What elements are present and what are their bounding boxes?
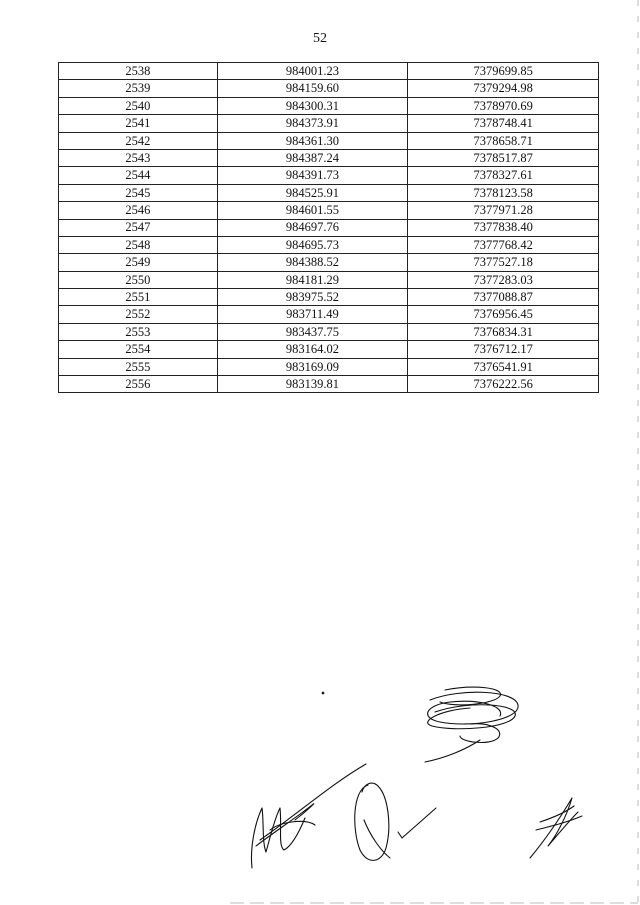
y-coordinate-cell: 7376222.56 bbox=[408, 376, 599, 393]
table-row bbox=[59, 132, 599, 149]
y-coordinate-cell: 7376834.31 bbox=[408, 323, 599, 340]
y-coordinate-cell: 7377527.18 bbox=[408, 254, 599, 271]
signature-top-right bbox=[322, 687, 518, 762]
point-number-cell: 2549 bbox=[59, 254, 218, 271]
x-coordinate-cell: 984695.73 bbox=[217, 236, 408, 253]
table-row bbox=[59, 289, 599, 306]
y-coordinate-cell: 7377971.28 bbox=[408, 202, 599, 219]
table-row bbox=[59, 80, 599, 97]
table-row bbox=[59, 149, 599, 166]
point-number-cell: 2544 bbox=[59, 167, 218, 184]
point-number-cell: 2540 bbox=[59, 97, 218, 114]
signature-right bbox=[530, 798, 582, 858]
x-coordinate-cell: 984159.60 bbox=[217, 80, 408, 97]
y-coordinate-cell: 7378123.58 bbox=[408, 184, 599, 201]
point-number-cell: 2550 bbox=[59, 271, 218, 288]
table-body bbox=[59, 63, 599, 393]
x-coordinate-cell: 984388.52 bbox=[217, 254, 408, 271]
point-number-cell: 2542 bbox=[59, 132, 218, 149]
table-row bbox=[59, 236, 599, 253]
point-number-cell: 2538 bbox=[59, 63, 218, 80]
y-coordinate-cell: 7377768.42 bbox=[408, 236, 599, 253]
table-row bbox=[59, 63, 599, 80]
y-coordinate-cell: 7378970.69 bbox=[408, 97, 599, 114]
y-coordinate-cell: 7379699.85 bbox=[408, 63, 599, 80]
signature-middle bbox=[355, 783, 436, 860]
point-number-cell: 2539 bbox=[59, 80, 218, 97]
x-coordinate-cell: 984525.91 bbox=[217, 184, 408, 201]
y-coordinate-cell: 7378658.71 bbox=[408, 132, 599, 149]
point-number-cell: 2548 bbox=[59, 236, 218, 253]
x-coordinate-cell: 984001.23 bbox=[217, 63, 408, 80]
table-row bbox=[59, 271, 599, 288]
table-row bbox=[59, 202, 599, 219]
table-row bbox=[59, 341, 599, 358]
point-number-cell: 2554 bbox=[59, 341, 218, 358]
x-coordinate-cell: 984361.30 bbox=[217, 132, 408, 149]
y-coordinate-cell: 7376541.91 bbox=[408, 358, 599, 375]
x-coordinate-cell: 984697.76 bbox=[217, 219, 408, 236]
x-coordinate-cell: 984391.73 bbox=[217, 167, 408, 184]
y-coordinate-cell: 7376956.45 bbox=[408, 306, 599, 323]
x-coordinate-cell: 984601.55 bbox=[217, 202, 408, 219]
x-coordinate-cell: 984181.29 bbox=[217, 271, 408, 288]
y-coordinate-cell: 7379294.98 bbox=[408, 80, 599, 97]
table-row bbox=[59, 184, 599, 201]
x-coordinate-cell: 983437.75 bbox=[217, 323, 408, 340]
table-row bbox=[59, 97, 599, 114]
table-row bbox=[59, 115, 599, 132]
x-coordinate-cell: 983975.52 bbox=[217, 289, 408, 306]
y-coordinate-cell: 7378517.87 bbox=[408, 149, 599, 166]
coordinates-table bbox=[58, 62, 599, 393]
point-number-cell: 2541 bbox=[59, 115, 218, 132]
y-coordinate-cell: 7377838.40 bbox=[408, 219, 599, 236]
x-coordinate-cell: 983139.81 bbox=[217, 376, 408, 393]
table-row bbox=[59, 167, 599, 184]
page-number: 52 bbox=[313, 31, 327, 46]
point-number-cell: 2556 bbox=[59, 376, 218, 393]
point-number-cell: 2545 bbox=[59, 184, 218, 201]
point-number-cell: 2543 bbox=[59, 149, 218, 166]
y-coordinate-cell: 7378748.41 bbox=[408, 115, 599, 132]
x-coordinate-cell: 984373.91 bbox=[217, 115, 408, 132]
x-coordinate-cell: 983711.49 bbox=[217, 306, 408, 323]
table-row bbox=[59, 323, 599, 340]
point-number-cell: 2553 bbox=[59, 323, 218, 340]
x-coordinate-cell: 983164.02 bbox=[217, 341, 408, 358]
table-row bbox=[59, 219, 599, 236]
x-coordinate-cell: 983169.09 bbox=[217, 358, 408, 375]
point-number-cell: 2547 bbox=[59, 219, 218, 236]
y-coordinate-cell: 7376712.17 bbox=[408, 341, 599, 358]
point-number-cell: 2546 bbox=[59, 202, 218, 219]
y-coordinate-cell: 7378327.61 bbox=[408, 167, 599, 184]
table-row bbox=[59, 376, 599, 393]
signature-bottom-left bbox=[251, 764, 366, 868]
point-number-cell: 2551 bbox=[59, 289, 218, 306]
point-number-cell: 2555 bbox=[59, 358, 218, 375]
x-coordinate-cell: 984387.24 bbox=[217, 149, 408, 166]
table-row bbox=[59, 254, 599, 271]
table-row bbox=[59, 306, 599, 323]
table-row bbox=[59, 358, 599, 375]
x-coordinate-cell: 984300.31 bbox=[217, 97, 408, 114]
y-coordinate-cell: 7377088.87 bbox=[408, 289, 599, 306]
signatures-area bbox=[0, 660, 640, 905]
y-coordinate-cell: 7377283.03 bbox=[408, 271, 599, 288]
point-number-cell: 2552 bbox=[59, 306, 218, 323]
